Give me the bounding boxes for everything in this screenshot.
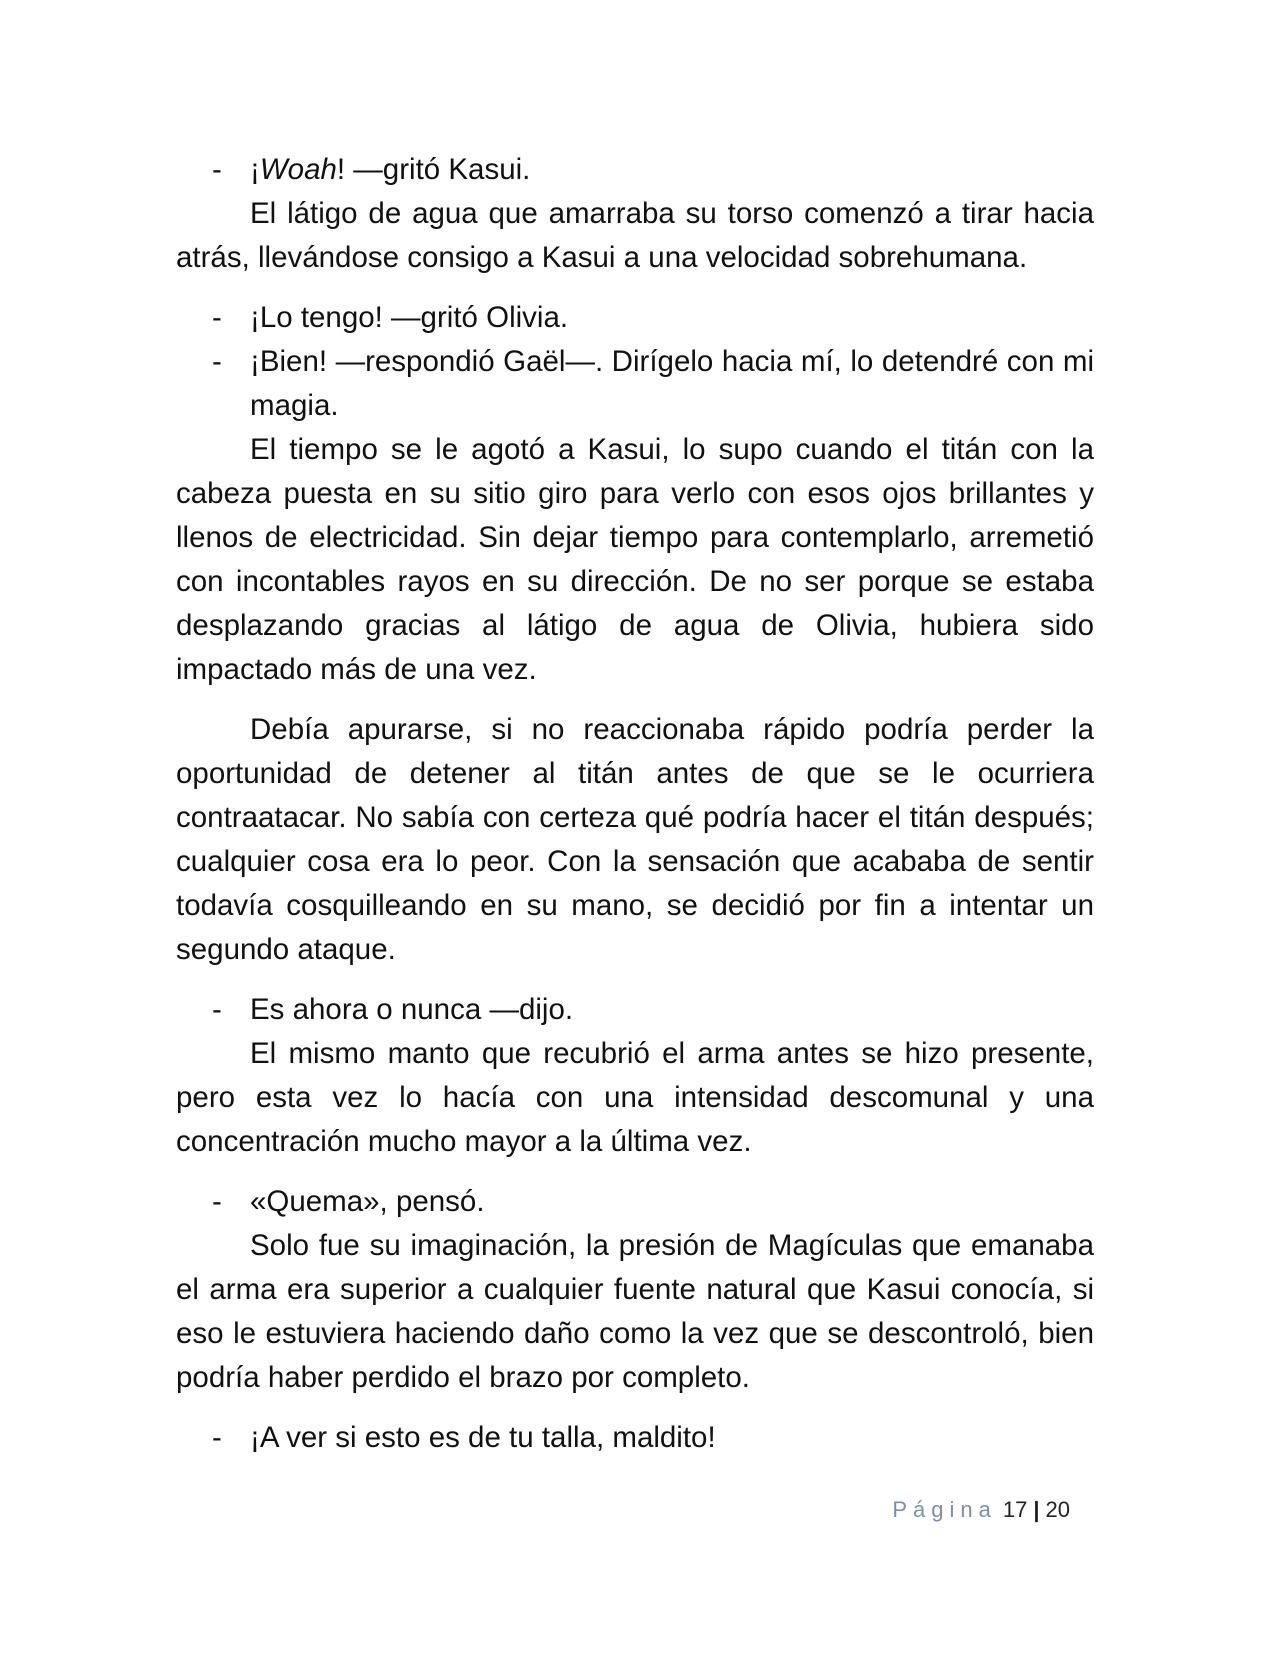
dialogue-italic: Woah [259, 153, 337, 186]
page-label: Página [892, 1497, 997, 1522]
dialogue-dash: - [212, 301, 222, 334]
dialogue-prefix: ¡ [250, 153, 260, 186]
dialogue-line [176, 988, 1094, 1032]
dialogue-dash: - [212, 1421, 222, 1454]
paragraph: Solo fue su imaginación, la presión de Magículas que emanaba el arma era superior a cualquier fuente natural que Kasui conocía, si eso le estuviera haciendo daño como la vez que se descontroló, bien podría haber perdido el brazo por completo. [176, 1229, 1094, 1394]
page-footer [892, 1496, 1070, 1524]
dialogue-text: ¡Bien! —respondió Gaël—. Dirígelo hacia mí, lo detendré con mi magia. [250, 345, 1094, 422]
paragraph: El tiempo se le agotó a Kasui, lo supo cuando el titán con la cabeza puesta en su sitio giro para verlo con esos ojos brillantes y llenos de electricidad. Sin dejar tiempo para contemplarlo, arremetió con incontables rayos en su dirección. De no ser porque se estaba desplazando gracias al látigo de agua de Olivia, hubiera sido impactado más de una vez. [176, 433, 1094, 686]
dialogue-text: Es ahora o nunca —dijo. [250, 993, 574, 1026]
dialogue-dash: - [212, 993, 222, 1026]
dialogue-dash: - [212, 345, 222, 378]
page-separator: | [1033, 1497, 1040, 1522]
dialogue-line [176, 340, 1094, 428]
paragraph: El látigo de agua que amarraba su torso comenzó a tirar hacia atrás, llevándose consigo a Kasui a una velocidad sobrehumana. [176, 197, 1094, 274]
page-total: 20 [1045, 1497, 1070, 1522]
dialogue-text: ¡A ver si esto es de tu talla, maldito! [250, 1421, 716, 1454]
dialogue-text: «Quema», pensó. [250, 1185, 485, 1218]
dialogue-line [176, 1180, 1094, 1224]
paragraph: Debía apurarse, si no reaccionaba rápido podría perder la oportunidad de detener al titán antes de que se le ocurriera contraatacar. No sabía con certeza qué podría hacer el titán después; cualquier cosa era lo peor. Con la sensación que acababa de sentir todavía cosquilleando en su mano, se decidió por fin a intentar un segundo ataque. [176, 713, 1094, 966]
dialogue-dash: - [212, 153, 222, 186]
page-number: 17 [1002, 1497, 1028, 1522]
paragraph: El mismo manto que recubrió el arma antes se hizo presente, pero esta vez lo hacía con una intensidad descomunal y una concentración mucho mayor a la última vez. [176, 1037, 1094, 1158]
dialogue-line [176, 296, 1094, 340]
dialogue-text: ¡Lo tengo! —gritó Olivia. [250, 301, 569, 334]
dialogue-line [176, 148, 1094, 192]
dialogue-dash: - [212, 1185, 222, 1218]
body-text [176, 148, 1094, 1460]
dialogue-line [176, 1416, 1094, 1460]
dialogue-suffix: ! —gritó Kasui. [336, 153, 531, 186]
